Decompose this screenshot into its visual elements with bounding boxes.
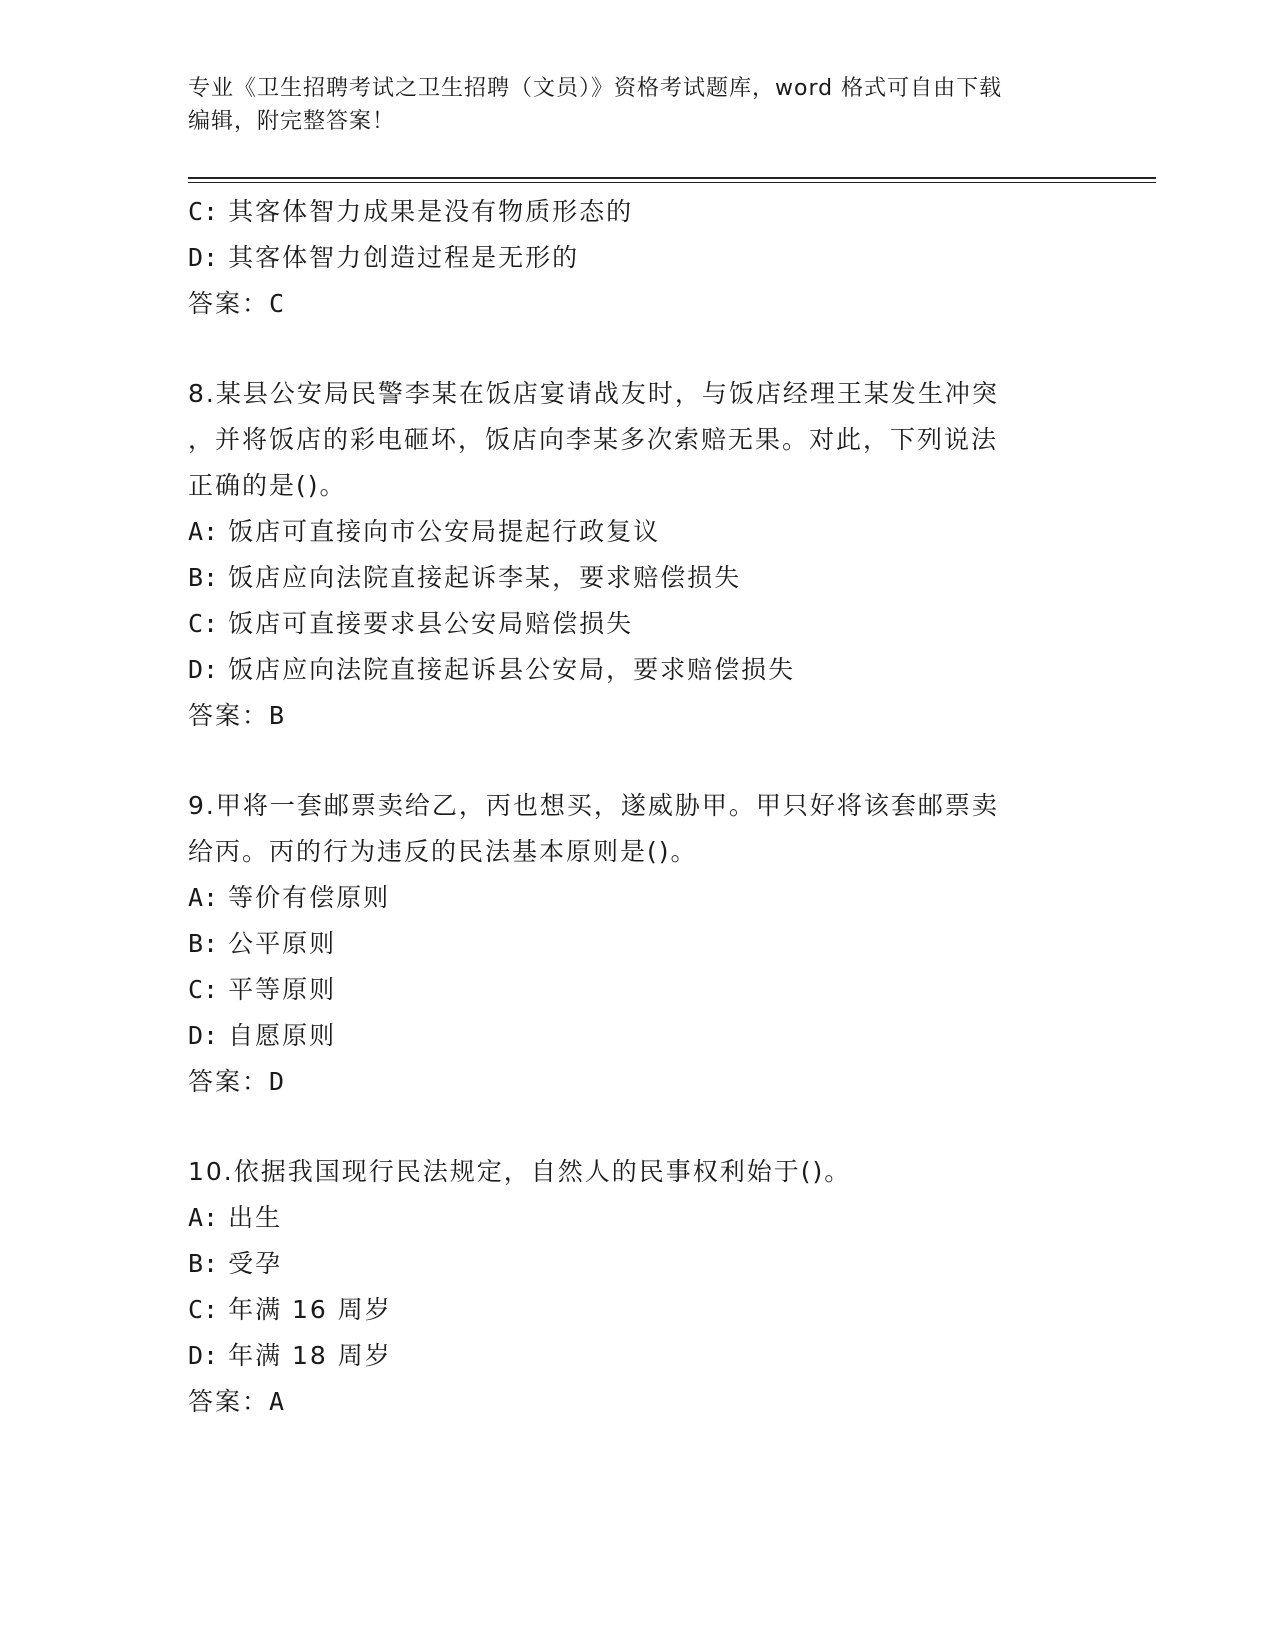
answer-line: 答案：C xyxy=(188,289,287,318)
option-a: A: 饭店可直接向市公安局提起行政复议 xyxy=(188,517,661,546)
document-header xyxy=(188,72,1088,138)
option-c: C: 年满 16 周岁 xyxy=(188,1295,392,1324)
answer-line: 答案：B xyxy=(188,701,287,730)
question-8 xyxy=(188,371,1088,739)
question-10-stem: 10.依据我国现行民法规定，自然人的民事权利始于()。 xyxy=(188,1157,852,1186)
option-c: C: 其客体智力成果是没有物质形态的 xyxy=(188,197,634,226)
option-d: D: 饭店应向法院直接起诉县公安局，要求赔偿损失 xyxy=(188,655,796,684)
option-b: B: 受孕 xyxy=(188,1249,283,1278)
header-line-2: 编辑，附完整答案！ xyxy=(188,109,396,134)
option-c: C: 平等原则 xyxy=(188,975,337,1004)
question-8-stem: 8.某县公安局民警李某在饭店宴请战友时，与饭店经理王某发生冲突 ，并将饭店的彩电砸坏，饭店向李某多次索赔无果。对此，下列说法 正确的是()。 xyxy=(188,379,999,500)
question-9-stem: 9.甲将一套邮票卖给乙，丙也想买，遂威胁甲。甲只好将该套邮票卖 给丙。丙的行为违反的民法基本原则是()。 xyxy=(188,791,999,866)
question-10 xyxy=(188,1149,1088,1425)
option-d: D: 自愿原则 xyxy=(188,1021,337,1050)
question-partial xyxy=(188,189,1088,327)
question-content xyxy=(188,189,1088,1425)
header-line-1: 专业《卫生招聘考试之卫生招聘（文员）》资格考试题库，word 格式可自由下载 xyxy=(188,76,1003,101)
option-b: B: 公平原则 xyxy=(188,929,337,958)
option-c: C: 饭店可直接要求县公安局赔偿损失 xyxy=(188,609,634,638)
option-a: A: 出生 xyxy=(188,1203,283,1232)
option-b: B: 饭店应向法院直接起诉李某，要求赔偿损失 xyxy=(188,563,742,592)
header-rule-thin xyxy=(188,182,1156,183)
option-d: D: 其客体智力创造过程是无形的 xyxy=(188,243,580,272)
option-a: A: 等价有偿原则 xyxy=(188,883,391,912)
header-rule-thick xyxy=(188,177,1156,179)
question-9 xyxy=(188,783,1088,1105)
option-d: D: 年满 18 周岁 xyxy=(188,1341,392,1370)
answer-line: 答案：D xyxy=(188,1067,287,1096)
answer-line: 答案：A xyxy=(188,1387,287,1416)
